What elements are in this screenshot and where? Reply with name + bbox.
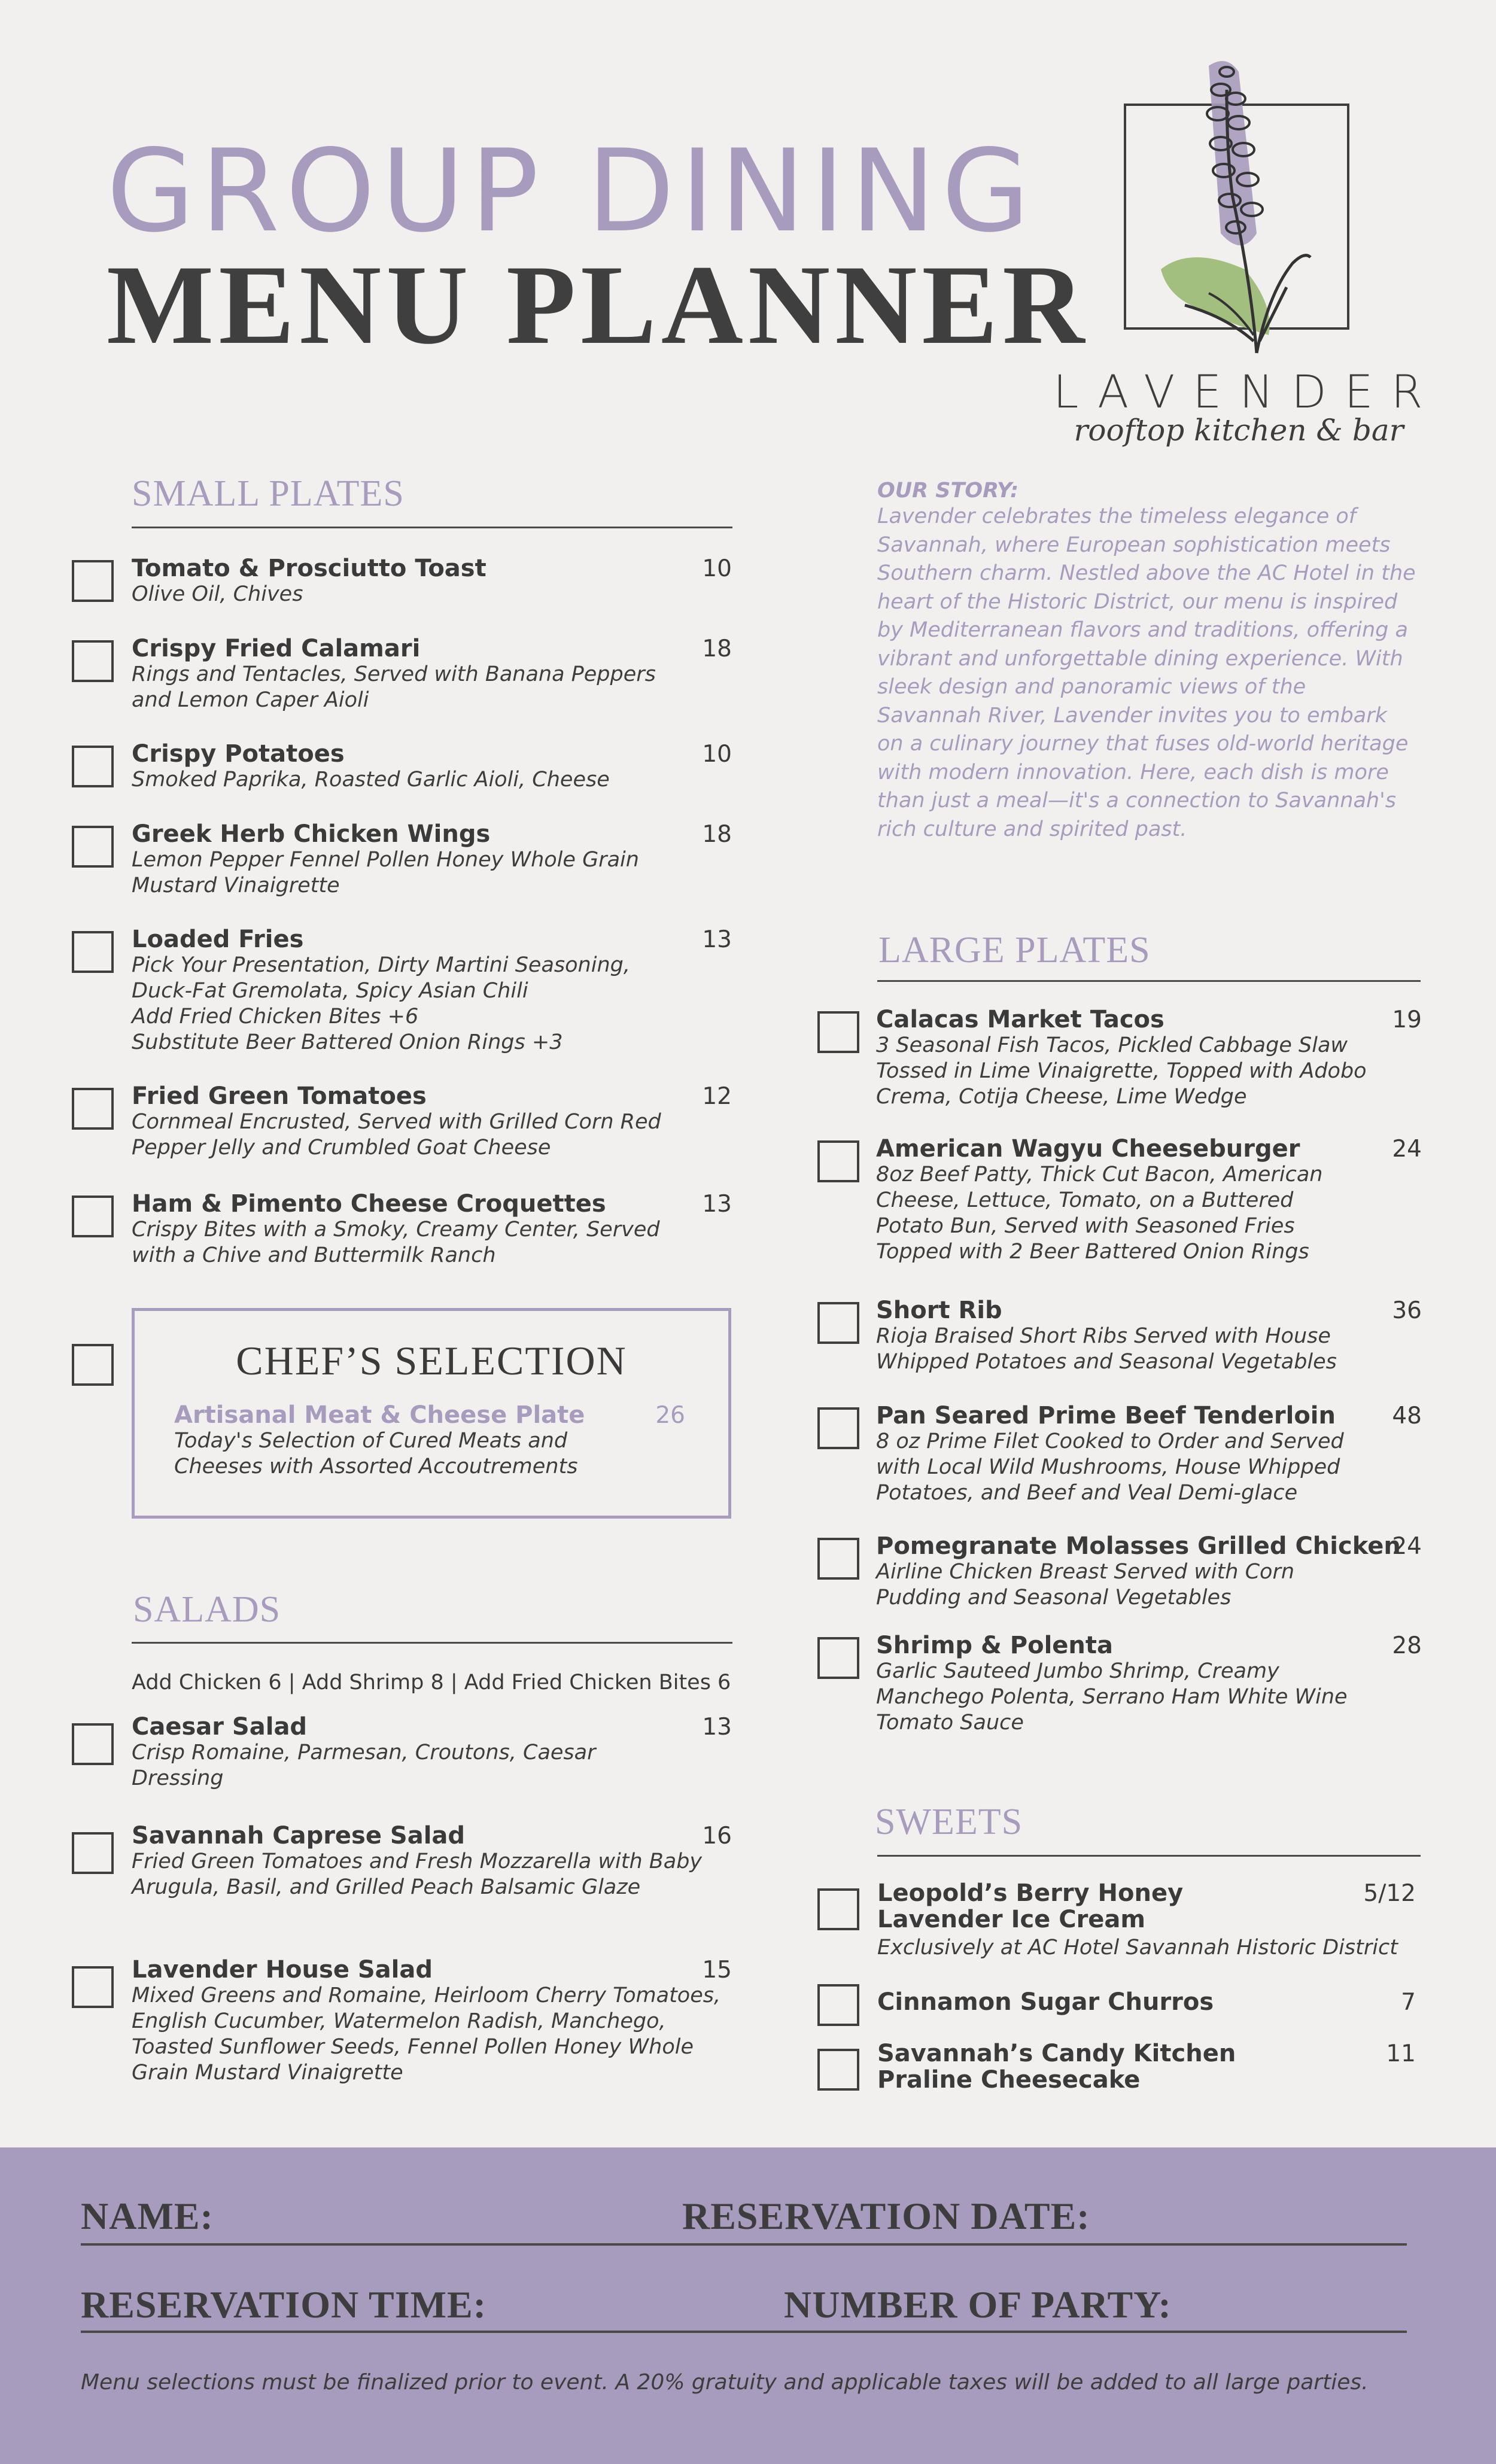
item-description: Rings and Tentacles, Served with Banana Peppers and Lemon Caper Aioli — [132, 662, 656, 712]
name-label: NAME: — [81, 2195, 214, 2237]
item-description: Exclusively at AC Hotel Savannah Historic District — [877, 1936, 1398, 1960]
item-name: Shrimp & Polenta — [876, 1632, 1113, 1659]
our-story — [877, 479, 1416, 844]
small-plates-heading: SMALL PLATES — [132, 473, 405, 514]
item-description: Lemon Pepper Fennel Pollen Honey Whole Grain Mustard Vinaigrette — [132, 848, 639, 898]
chef-selection-heading: CHEF’S SELECTION — [236, 1338, 627, 1383]
item-description: Airline Chicken Breast Served with Corn Pudding and Seasonal Vegetables — [876, 1560, 1295, 1610]
large-plates-rule — [877, 980, 1421, 982]
item-checkbox[interactable] — [72, 1966, 114, 2008]
item-checkbox[interactable] — [72, 560, 114, 602]
reservation-date-label: RESERVATION DATE: — [682, 2195, 1090, 2237]
item-price: 18 — [702, 821, 732, 848]
brand-name: LAVENDER — [1053, 365, 1441, 418]
item-price: 11 — [1386, 2040, 1416, 2067]
item-price: 16 — [702, 1823, 732, 1849]
item-name: Calacas Market Tacos — [876, 1006, 1164, 1033]
gratuity-note: Menu selections must be finalized prior to event. A 20% gratuity and applicable taxes will be added to all large parties. — [81, 2370, 1369, 2395]
item-price: 10 — [702, 741, 732, 768]
sweets-heading: SWEETS — [875, 1802, 1023, 1842]
time-party-line[interactable] — [81, 2331, 1407, 2333]
item-price: 48 — [1392, 1403, 1422, 1429]
item-checkbox[interactable] — [817, 2049, 859, 2091]
item-description: Smoked Paprika, Roasted Garlic Aioli, Cheese — [132, 768, 610, 792]
item-price: 36 — [1392, 1297, 1422, 1324]
item-price: 13 — [702, 926, 732, 953]
item-name: American Wagyu Cheeseburger — [876, 1135, 1300, 1163]
name-date-line[interactable] — [81, 2243, 1407, 2246]
item-price: 24 — [1392, 1136, 1422, 1163]
item-checkbox[interactable] — [817, 1011, 859, 1053]
chef-selection-box — [132, 1308, 731, 1519]
title-line-1: GROUP DINING — [107, 125, 1036, 257]
item-name: Crispy Fried Calamari — [132, 635, 421, 662]
item-checkbox[interactable] — [72, 1723, 114, 1765]
item-name: Short Rib — [876, 1297, 1002, 1324]
item-name: Cinnamon Sugar Churros — [877, 1988, 1214, 2016]
item-substitute: Substitute Beer Battered Onion Rings +3 — [132, 1030, 563, 1054]
reservation-time-label: RESERVATION TIME: — [81, 2283, 487, 2326]
item-checkbox[interactable] — [817, 1302, 859, 1344]
item-name: Pomegranate Molasses Grilled Chicken — [876, 1532, 1401, 1560]
item-name: Fried Green Tomatoes — [132, 1082, 427, 1110]
item-price: 12 — [702, 1083, 732, 1110]
chef-item-price: 26 — [655, 1402, 685, 1429]
item-name: Caesar Salad — [132, 1713, 308, 1741]
item-price: 10 — [702, 555, 732, 582]
item-checkbox[interactable] — [72, 1832, 114, 1874]
item-description: Pick Your Presentation, Dirty Martini Seasoning, Duck-Fat Gremolata, Spicy Asian Chili — [132, 953, 630, 1003]
small-plates-rule — [132, 527, 732, 528]
chef-item-name: Artisanal Meat & Cheese Plate — [174, 1401, 585, 1429]
item-description: Crispy Bites with a Smoky, Creamy Center, Served with a Chive and Buttermilk Ranch — [132, 1218, 660, 1267]
chef-selection-checkbox[interactable] — [72, 1344, 114, 1386]
item-checkbox[interactable] — [72, 1088, 114, 1130]
large-plates-heading: LARGE PLATES — [878, 930, 1151, 971]
sweets-rule — [877, 1855, 1421, 1857]
item-checkbox[interactable] — [72, 931, 114, 973]
item-price: 13 — [702, 1191, 732, 1218]
item-checkbox[interactable] — [72, 640, 114, 682]
item-name: Savannah Caprese Salad — [132, 1822, 466, 1849]
item-price: 19 — [1392, 1006, 1422, 1033]
lavender-sprig-icon — [1137, 54, 1328, 365]
title-line-2: MENU PLANNER — [107, 242, 1090, 368]
item-description: Cornmeal Encrusted, Served with Grilled Corn Red Pepper Jelly and Crumbled Goat Cheese — [132, 1110, 661, 1160]
party-size-label: NUMBER OF PARTY: — [784, 2283, 1172, 2326]
item-price: 28 — [1392, 1632, 1422, 1659]
item-name: Tomato & Prosciutto Toast — [132, 555, 486, 582]
item-price: 13 — [702, 1714, 732, 1741]
item-checkbox[interactable] — [817, 1140, 859, 1182]
item-description: 8oz Beef Patty, Thick Cut Bacon, American Cheese, Lettuce, Tomato, on a Buttered Potato Bun, Served with Seasoned Fries Topped with 2 Beer Battered Onion Rings — [876, 1163, 1323, 1264]
item-description: Mixed Greens and Romaine, Heirloom Cherry Tomatoes, English Cucumber, Watermelon Radish, Manchego, Toasted Sunflower Seeds, Fennel Pollen Honey Whole Grain Mustard Vinaigrette — [132, 1984, 721, 2085]
item-checkbox[interactable] — [817, 1407, 859, 1449]
item-price: 24 — [1392, 1533, 1422, 1560]
story-heading: OUR STORY: — [877, 479, 1019, 503]
salad-addons: Add Chicken 6 | Add Shrimp 8 | Add Fried Chicken Bites 6 — [132, 1671, 731, 1695]
item-name: Ham & Pimento Cheese Croquettes — [132, 1190, 606, 1218]
item-name: Greek Herb Chicken Wings — [132, 820, 491, 848]
item-description: Olive Oil, Chives — [132, 582, 303, 606]
item-addon: Add Fried Chicken Bites +6 — [132, 1005, 419, 1029]
item-description: Fried Green Tomatoes and Fresh Mozzarella with Baby Arugula, Basil, and Grilled Peach Balsamic Glaze — [132, 1849, 703, 1899]
item-name: Pan Seared Prime Beef Tenderloin — [876, 1402, 1336, 1429]
salads-rule — [132, 1642, 732, 1644]
item-price: 18 — [702, 635, 732, 662]
item-description: Garlic Sauteed Jumbo Shrimp, Creamy Manchego Polenta, Serrano Ham White Wine Tomato Sauce — [876, 1659, 1348, 1735]
item-name: Savannah’s Candy Kitchen Praline Cheesecake — [877, 2040, 1236, 2094]
item-checkbox[interactable] — [72, 1196, 114, 1237]
item-checkbox[interactable] — [72, 746, 114, 787]
item-name: Crispy Potatoes — [132, 740, 345, 768]
chef-item-description: Today's Selection of Cured Meats and Cheeses with Assorted Accoutrements — [174, 1429, 578, 1479]
story-body: Lavender celebrates the timeless elegance of Savannah, where European sophistication meets Southern charm. Nestled above the AC Hotel in the heart of the Historic District, our menu is inspired by Mediterranean flavors and traditions, offering a vibrant and unforgettable dining experience. With sleek design and panoramic views of the Savannah River, Lavender invites you to embark on a culinary journey that fuses old-world heritage with modern innovation. Here, each dish is more than just a meal—it's a connection to Savannah's rich culture and spirited past. — [877, 504, 1416, 841]
item-price: 7 — [1401, 1989, 1416, 2016]
item-checkbox[interactable] — [72, 826, 114, 868]
item-checkbox[interactable] — [817, 1888, 859, 1930]
item-description: 3 Seasonal Fish Tacos, Pickled Cabbage Slaw Tossed in Lime Vinaigrette, Topped with Adobo Crema, Cotija Cheese, Lime Wedge — [876, 1033, 1367, 1109]
item-price: 5/12 — [1363, 1880, 1416, 1907]
item-name: Loaded Fries — [132, 926, 304, 953]
reservation-form — [0, 2147, 1496, 2464]
item-description: Crisp Romaine, Parmesan, Croutons, Caesar Dressing — [132, 1741, 596, 1790]
item-name: Leopold’s Berry Honey Lavender Ice Cream — [877, 1879, 1184, 1933]
item-checkbox[interactable] — [817, 1538, 859, 1580]
brand-tagline: rooftop kitchen & bar — [1074, 413, 1404, 448]
item-checkbox[interactable] — [817, 1984, 859, 2026]
item-checkbox[interactable] — [817, 1637, 859, 1679]
salads-heading: SALADS — [133, 1589, 281, 1630]
item-description: Rioja Braised Short Ribs Served with House Whipped Potatoes and Seasonal Vegetables — [876, 1324, 1337, 1374]
item-description: 8 oz Prime Filet Cooked to Order and Served with Local Wild Mushrooms, House Whipped Potatoes, and Beef and Veal Demi-glace — [876, 1429, 1344, 1505]
item-name: Lavender House Salad — [132, 1956, 433, 1984]
item-price: 15 — [702, 1957, 732, 1984]
